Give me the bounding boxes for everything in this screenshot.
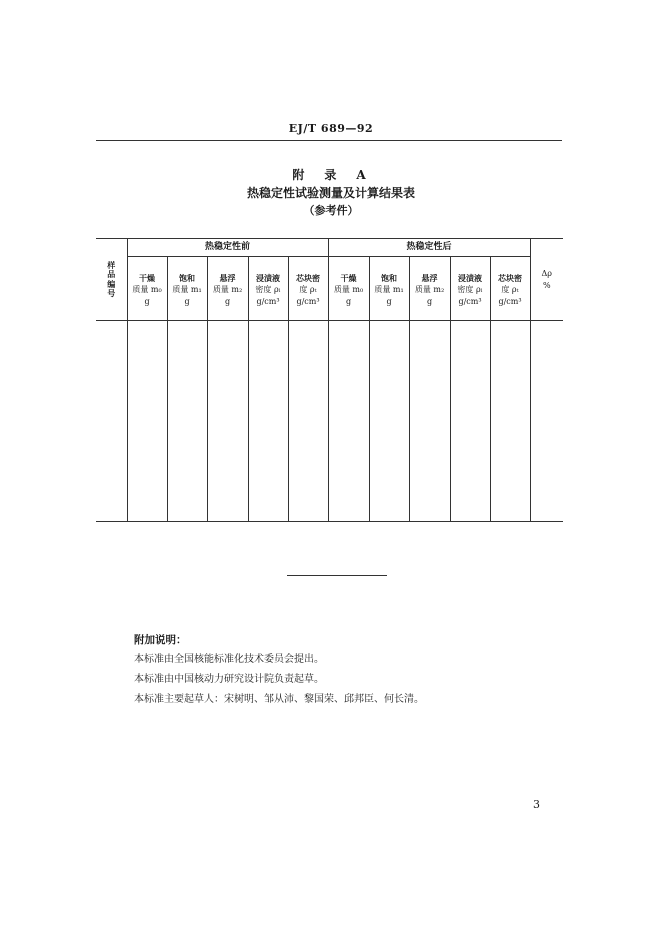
before-liquid-density-header: [248, 257, 288, 321]
header-line: 芯块密: [296, 272, 320, 283]
sample-number-header: [96, 239, 127, 321]
after-pellet-density-header: [490, 257, 530, 321]
header-unit: g/cm³: [458, 296, 482, 306]
group-header-after: 热稳定性后: [328, 239, 530, 257]
header-unit: g/cm³: [256, 296, 280, 306]
appendix-subtitle: 热稳定性试验测量及计算结果表: [246, 186, 415, 200]
header-line: 浸渍液: [458, 272, 482, 283]
header-line: 度 ρₜ: [501, 284, 519, 294]
appendix-title: 附 录 A: [292, 168, 370, 182]
table-cell: [207, 321, 248, 522]
header-unit: g/cm³: [296, 296, 320, 306]
notes-line: 本标准主要起草人：宋树明、邹从沛、黎国荣、邱邦臣、何长清。: [134, 694, 424, 705]
header-line: 密度 ρₗ: [255, 284, 281, 294]
header-line: 质量 m₁: [172, 284, 202, 294]
table-cell: [490, 321, 530, 522]
after-saturated-mass-header: [369, 257, 409, 321]
table-cell: [409, 321, 450, 522]
header-rule: [96, 140, 562, 141]
header-line: 悬浮: [219, 272, 236, 283]
header-unit: g: [345, 296, 352, 306]
after-liquid-density-header: [450, 257, 490, 321]
table-cell: [96, 321, 127, 522]
header-line: 质量 m₀: [333, 284, 364, 294]
sample-header-char: 编: [107, 278, 116, 289]
sample-header-char: 品: [107, 269, 116, 280]
table-cell: [127, 321, 167, 522]
before-pellet-density-header: [288, 257, 328, 321]
header-line: 质量 m₁: [374, 284, 404, 294]
table-cell: [288, 321, 328, 522]
before-dry-mass-header: [127, 257, 167, 321]
notes-line: 本标准由中国核动力研究设计院负责起草。: [134, 674, 324, 685]
header-unit: g: [386, 296, 392, 306]
group-header-before: 热稳定性前: [127, 239, 328, 257]
before-saturated-mass-header: [167, 257, 207, 321]
header-unit: g: [426, 296, 433, 306]
header-line: 干燥: [340, 272, 357, 283]
notes-title: 附加说明：: [134, 634, 187, 646]
header-line: 质量 m₂: [212, 284, 243, 294]
additional-notes: [134, 630, 424, 710]
results-table: [96, 238, 563, 522]
end-rule: [287, 575, 387, 576]
delta-symbol: Δρ: [541, 268, 552, 278]
header-line: 芯块密: [498, 272, 522, 283]
delta-density-header: [530, 239, 563, 321]
page-number: 3: [533, 798, 540, 811]
header-line: 密度 ρₗ: [457, 284, 483, 294]
header-unit: g: [184, 296, 190, 306]
delta-unit: %: [542, 280, 551, 290]
table-cell: [450, 321, 490, 522]
table-cell: [248, 321, 288, 522]
table-cell: [530, 321, 563, 522]
header-line: 干燥: [139, 272, 155, 283]
header-unit: g/cm³: [498, 296, 522, 306]
header-line: 饱和: [179, 272, 195, 283]
header-line: 悬浮: [421, 272, 438, 283]
header-line: 度 ρₜ: [299, 284, 317, 294]
before-suspended-mass-header: [207, 257, 248, 321]
sample-header-char: 样: [107, 260, 116, 271]
after-dry-mass-header: [328, 257, 369, 321]
sample-header-char: 号: [107, 287, 116, 298]
header-unit: g: [144, 296, 150, 306]
table-row: [96, 321, 563, 522]
table-cell: [369, 321, 409, 522]
notes-line: 本标准由全国核能标准化技术委员会提出。: [134, 654, 324, 665]
appendix-note: （参考件）: [303, 204, 359, 217]
standard-code-header: EJ/T 689—92: [288, 122, 374, 135]
header-line: 浸渍液: [256, 272, 280, 283]
header-line: 质量 m₂: [414, 284, 445, 294]
table-cell: [167, 321, 207, 522]
header-line: 质量 m₀: [132, 284, 162, 294]
header-unit: g: [224, 296, 231, 306]
after-suspended-mass-header: [409, 257, 450, 321]
header-line: 饱和: [381, 272, 397, 283]
table-cell: [328, 321, 369, 522]
